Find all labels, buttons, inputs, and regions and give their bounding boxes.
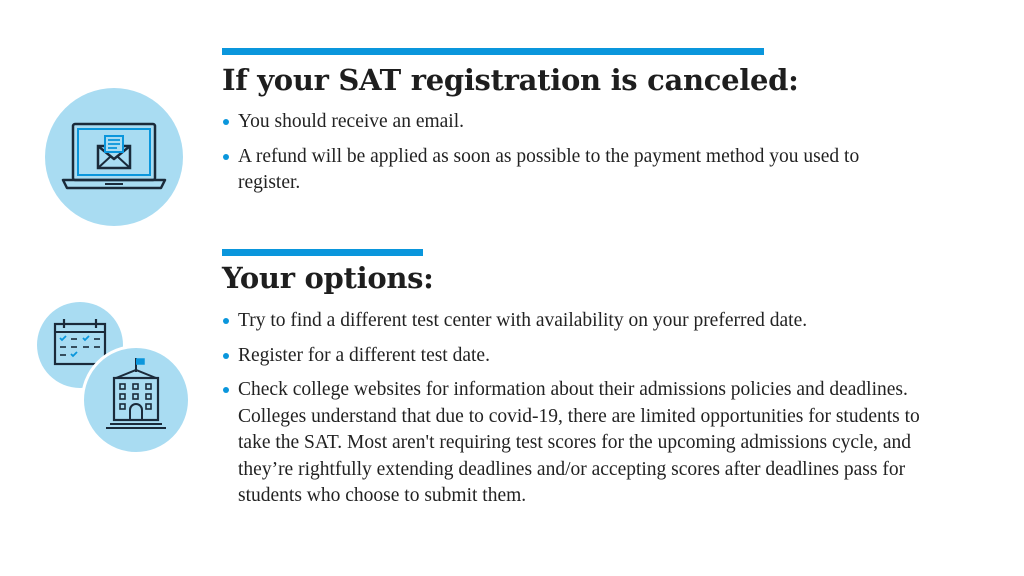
list-item (222, 109, 922, 136)
list-item (222, 308, 952, 335)
laptop-email-icon (45, 88, 183, 226)
list-item (222, 144, 922, 197)
bullet-dot (223, 119, 229, 125)
bullet-dot (223, 318, 229, 324)
section-options-bullet-list (222, 308, 952, 510)
section-canceled-heading: If your SAT registration is canceled: (222, 63, 799, 97)
laptop-email-icon-circle (45, 88, 183, 226)
section-options-accent-bar (222, 249, 423, 256)
section-options-heading: Your options: (222, 261, 434, 295)
bullet-dot (223, 154, 229, 160)
bullet-dot (223, 387, 229, 393)
list-item-text: Try to find a different test center with availability on your preferred date. (238, 310, 808, 331)
list-item-text: A refund will be applied as soon as possible to the payment method you used to register. (238, 145, 860, 193)
list-item-text: You should receive an email. (238, 111, 465, 132)
list-item (222, 343, 952, 370)
list-item-text: Check college websites for information about their admissions policies and deadlines. Colleges understand that due to covid-19, there are limited opportunities for students to take the SAT. Most aren't requiring test scores for the upcoming admissions cycle, and they’re rightfully extending deadlines and/or accepting scores after deadlines pass for students who choose to submit them. (238, 379, 920, 506)
bullet-dot (223, 353, 229, 359)
section-canceled-accent-bar (222, 48, 764, 55)
section-canceled-bullet-list (222, 109, 922, 197)
list-item (222, 377, 952, 510)
list-item-text: Register for a different test date. (238, 344, 490, 366)
college-building-icon (84, 348, 188, 452)
college-building-icon-circle (81, 345, 191, 455)
